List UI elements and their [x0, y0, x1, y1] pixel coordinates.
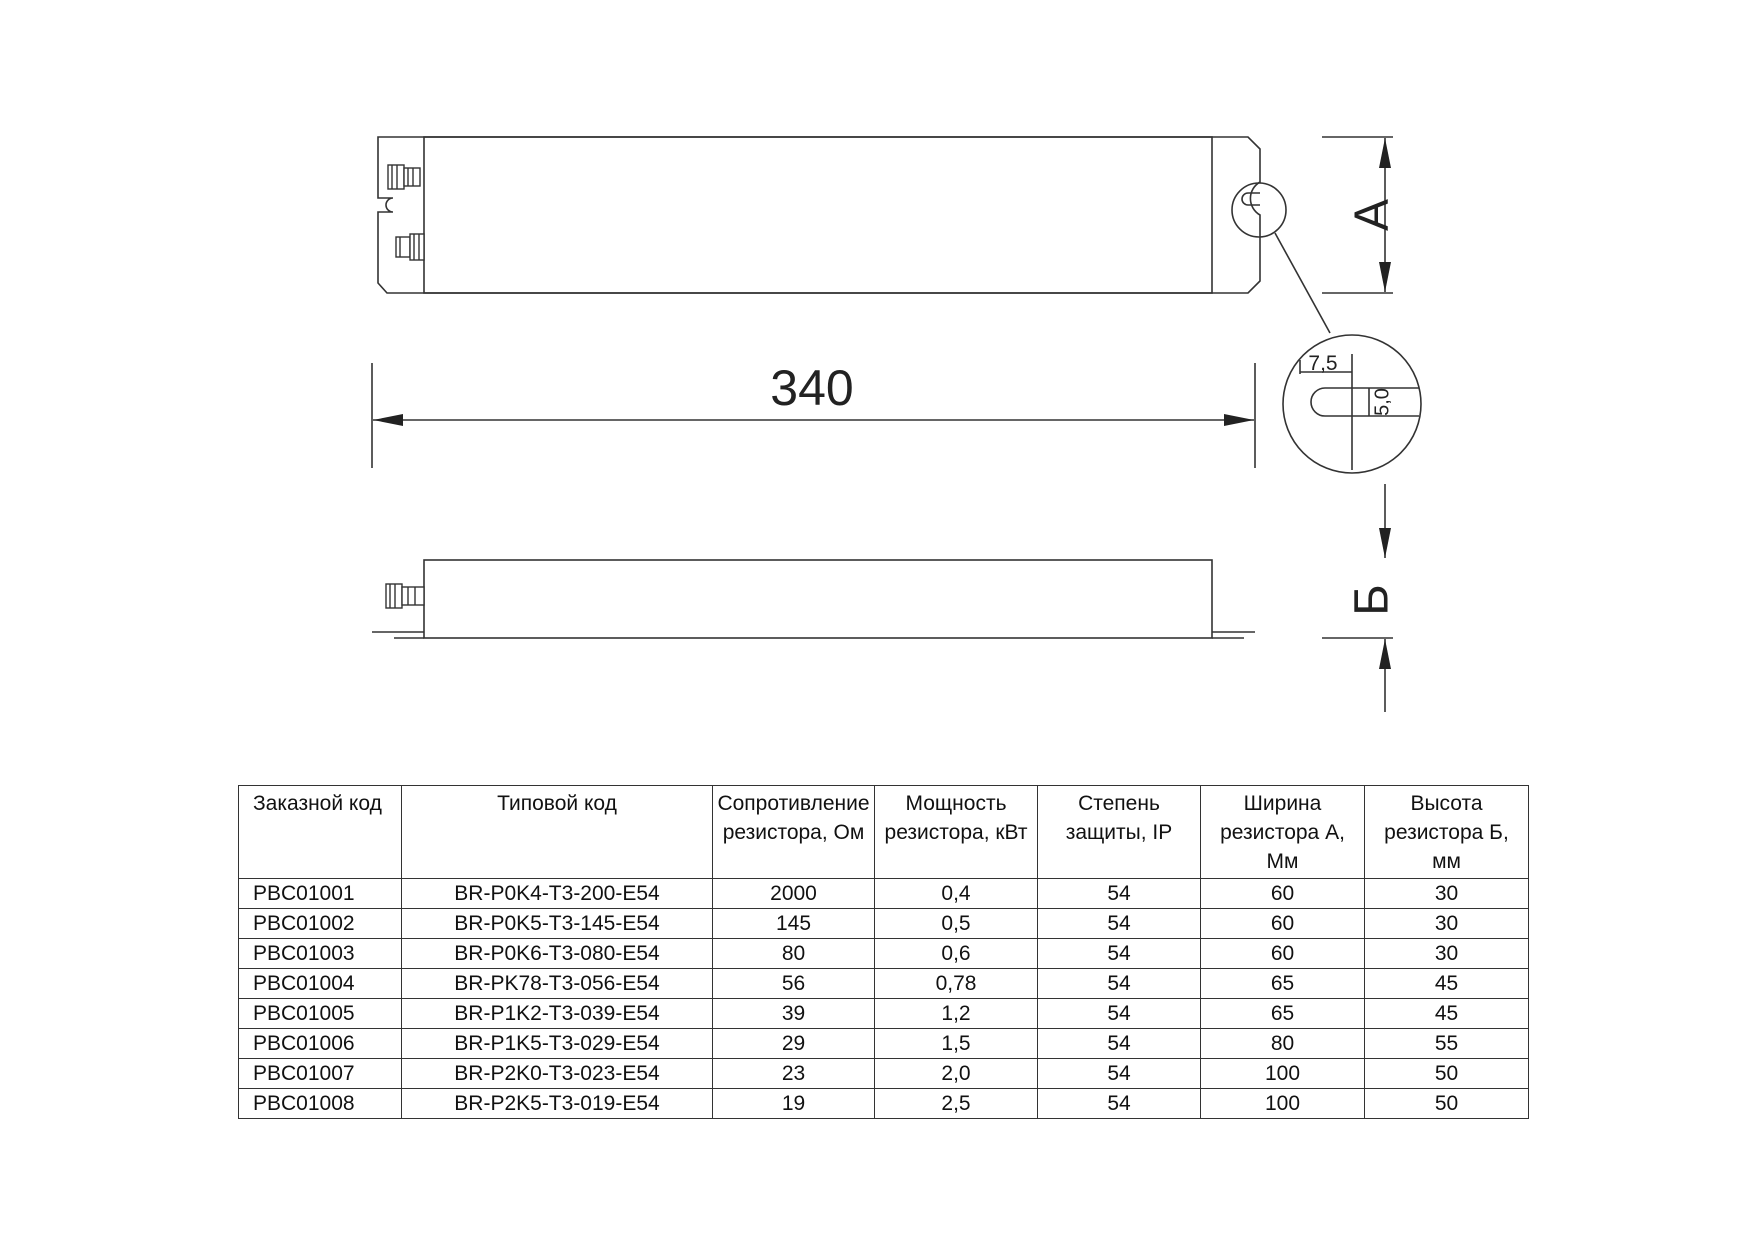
cell-resistance: 19	[713, 1089, 875, 1119]
cell-resistance: 29	[713, 1029, 875, 1059]
cell-height: 50	[1365, 1089, 1529, 1119]
cell-width: 60	[1201, 939, 1365, 969]
cell-width: 60	[1201, 879, 1365, 909]
header-resistance: Сопротивление резистора, Ом	[713, 786, 875, 879]
table-row	[239, 1059, 1529, 1089]
cell-power: 0,78	[875, 969, 1038, 999]
header-protection: Степень защиты, IP	[1038, 786, 1201, 879]
cell-power: 2,5	[875, 1089, 1038, 1119]
slot-width-label: 7,5	[1308, 352, 1338, 375]
cell-type-code: BR-P1K5-T3-029-E54	[402, 1029, 713, 1059]
cell-protection: 54	[1038, 909, 1201, 939]
cell-type-code: BR-PK78-T3-056-E54	[402, 969, 713, 999]
cell-power: 2,0	[875, 1059, 1038, 1089]
cell-type-code: BR-P0K6-T3-080-E54	[402, 939, 713, 969]
cell-power: 0,5	[875, 909, 1038, 939]
cell-order-code: PBC01002	[239, 909, 402, 939]
cell-width: 80	[1201, 1029, 1365, 1059]
cell-type-code: BR-P1K2-T3-039-E54	[402, 999, 713, 1029]
cell-resistance: 39	[713, 999, 875, 1029]
table-row	[239, 909, 1529, 939]
cell-protection: 54	[1038, 879, 1201, 909]
cable-gland-icon	[388, 165, 420, 189]
table-row	[239, 969, 1529, 999]
header-power: Мощность резистора, кВт	[875, 786, 1038, 879]
cell-resistance: 56	[713, 969, 875, 999]
cell-protection: 54	[1038, 939, 1201, 969]
cell-width: 65	[1201, 999, 1365, 1029]
cell-width: 60	[1201, 909, 1365, 939]
side-cable-gland-icon	[386, 584, 424, 608]
table-row	[239, 999, 1529, 1029]
cell-protection: 54	[1038, 1059, 1201, 1089]
cell-type-code: BR-P0K4-T3-200-E54	[402, 879, 713, 909]
cell-width: 100	[1201, 1089, 1365, 1119]
cell-order-code: PBC01003	[239, 939, 402, 969]
cell-order-code: PBC01008	[239, 1089, 402, 1119]
cell-type-code: BR-P2K5-T3-019-E54	[402, 1089, 713, 1119]
table-row	[239, 1089, 1529, 1119]
length-label: 340	[770, 360, 854, 416]
cell-height: 45	[1365, 999, 1529, 1029]
header-height: Высота резистора Б, мм	[1365, 786, 1529, 879]
width-label: А	[1345, 198, 1399, 232]
cell-height: 30	[1365, 909, 1529, 939]
cell-order-code: PBC01004	[239, 969, 402, 999]
table-row	[239, 879, 1529, 909]
cell-height: 50	[1365, 1059, 1529, 1089]
cell-type-code: BR-P2K0-T3-023-E54	[402, 1059, 713, 1089]
header-type-code: Типовой код	[402, 786, 713, 879]
cell-protection: 54	[1038, 1089, 1201, 1119]
side-view	[372, 560, 1255, 638]
ground-terminal-icon	[396, 234, 424, 260]
cell-power: 0,4	[875, 879, 1038, 909]
cell-power: 0,6	[875, 939, 1038, 969]
cell-resistance: 145	[713, 909, 875, 939]
cell-height: 30	[1365, 879, 1529, 909]
top-view	[378, 137, 1330, 333]
cell-width: 65	[1201, 969, 1365, 999]
cell-protection: 54	[1038, 999, 1201, 1029]
table-row	[239, 939, 1529, 969]
cell-power: 1,5	[875, 1029, 1038, 1059]
cell-order-code: PBC01007	[239, 1059, 402, 1089]
cell-resistance: 80	[713, 939, 875, 969]
cell-height: 55	[1365, 1029, 1529, 1059]
height-label: Б	[1345, 584, 1399, 616]
cell-height: 30	[1365, 939, 1529, 969]
slot-depth-label: 5,0	[1371, 388, 1394, 416]
cell-power: 1,2	[875, 999, 1038, 1029]
cell-height: 45	[1365, 969, 1529, 999]
header-width: Ширина резистора А, Мм	[1201, 786, 1365, 879]
cell-resistance: 2000	[713, 879, 875, 909]
table-row	[239, 1029, 1529, 1059]
cell-order-code: PBC01006	[239, 1029, 402, 1059]
resistor-spec-table	[238, 785, 1529, 1119]
cell-protection: 54	[1038, 1029, 1201, 1059]
slot-detail-view	[1283, 335, 1421, 473]
cell-width: 100	[1201, 1059, 1365, 1089]
cell-type-code: BR-P0K5-T3-145-E54	[402, 909, 713, 939]
cell-resistance: 23	[713, 1059, 875, 1089]
cell-order-code: PBC01001	[239, 879, 402, 909]
table-header-row	[239, 786, 1529, 879]
cell-protection: 54	[1038, 969, 1201, 999]
header-order-code: Заказной код	[239, 786, 402, 879]
cell-order-code: PBC01005	[239, 999, 402, 1029]
